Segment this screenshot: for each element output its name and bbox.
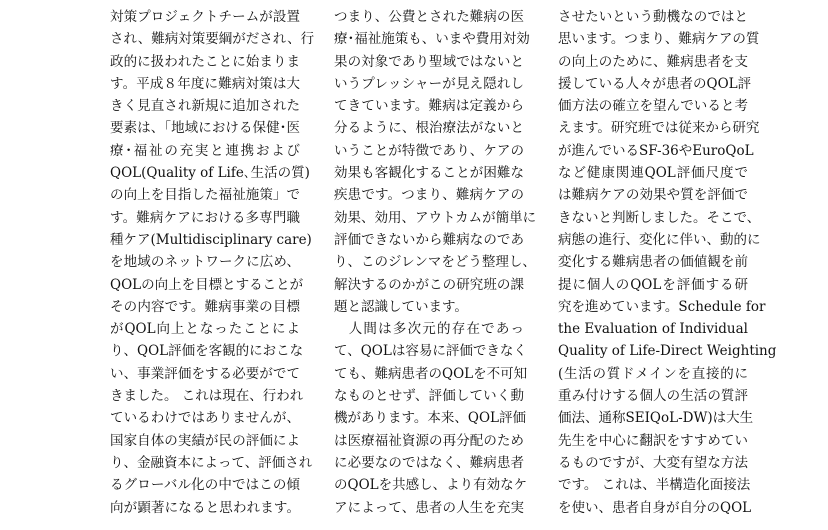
text-line: the Evaluation of Individual (558, 321, 748, 338)
text-line: 分るように、根治療法がないと (334, 120, 524, 137)
text-line: ているわけではありませんが、 (110, 410, 300, 427)
text-line: す。平成８年度に難病対策は大 (110, 75, 300, 92)
text-column-3 (558, 6, 777, 519)
text-line: 果の対象であり聖域ではないと (334, 53, 524, 70)
text-line: いうことが特徴であり、ケアの (334, 142, 524, 159)
text-line: 政的に扱われたことに始まりま (110, 53, 300, 70)
text-line: 人間は多次元的存在であっ (334, 321, 524, 338)
text-line: つまり、公費とされた難病の医 (334, 9, 524, 25)
text-line: り、このジレンマをどう整理し、 (334, 254, 536, 271)
text-line: がQOL向上となったことによ (110, 321, 300, 338)
text-line: に必要なのではなく、難病患者 (334, 454, 524, 471)
text-line: その内容です。難病事業の目標 (110, 298, 300, 315)
text-line: され、難病対策要綱がだされ、行 (110, 31, 315, 48)
text-line: です。 これは、半構造化面接法 (558, 477, 751, 494)
text-line: ても、難病患者のQOLを不可知 (334, 365, 528, 382)
text-line: 効果、効用、アウトカムが簡単に (334, 209, 537, 226)
text-line: Quality of Life-Direct Weighting (558, 343, 777, 360)
text-line: の向上を目指した福祉施策」で (110, 187, 300, 204)
text-column-1 (110, 6, 315, 519)
text-line: 解決するのかがこの研究班の課 (334, 276, 524, 293)
text-line: なものとせず、評価していく動 (334, 388, 524, 405)
text-line: を使い、患者自身が自分のQOL (558, 499, 752, 516)
text-line: は医療福祉資源の再分配のため (334, 432, 524, 449)
text-line: 対策プロジェクトチームが設置 (110, 9, 300, 25)
text-line: 評価できないから難病なのであ (334, 231, 524, 248)
text-line: り、金融資本によって、評価され (110, 454, 313, 471)
text-column-2 (334, 6, 537, 519)
text-line: 題と認識しています。 (334, 298, 468, 315)
text-line: い、事業評価をする必要がでて (110, 365, 300, 382)
text-line: など健康関連QOL評価尺度で (558, 165, 748, 182)
text-line: 種ケア(Multidisciplinary care) (110, 231, 312, 248)
text-line: が進んでいるSF-36やEuroQoL (558, 142, 754, 159)
text-line: 疾患です。つまり、難病ケアの (334, 187, 524, 204)
text-line: QOL(Quality of Life､生活の質) (110, 165, 310, 182)
text-line: 機があります。本来、QOL評価 (334, 410, 527, 427)
text-line: るグローバル化の中ではこの傾 (110, 477, 300, 494)
text-line: (生活の質ドメインを直接的に (558, 365, 748, 382)
text-line: の向上のために、難病患者を支 (558, 53, 748, 70)
text-line: 療･福祉の充実と連携および (110, 142, 300, 159)
text-line: 思います。つまり、難病ケアの質 (558, 31, 760, 48)
text-line: 効果も客観化することが困難な (334, 165, 524, 182)
text-line: す。難病ケアにおける多専門職 (110, 209, 300, 226)
text-line: るものですが、大変有望な方法 (558, 454, 748, 471)
text-line: させたいという動機なのではと (558, 9, 748, 25)
text-line: きました。 これは現在、行われ (110, 388, 304, 405)
text-line: て、QOLは容易に評価できなく (334, 343, 527, 360)
text-line: きないと判断しました。そこで、 (558, 209, 761, 226)
text-line: 援している人々が患者のQOL評 (558, 75, 752, 92)
text-line: り、QOL評価を客観的におこな (110, 343, 304, 360)
text-line: いうプレッシャーが見え隠れし (334, 75, 524, 92)
text-line: アによって、患者の人生を充実 (334, 499, 524, 516)
text-line: 価法、通称SEIQoL-DW)は大生 (558, 410, 754, 427)
text-line: は難病ケアの効果や質を評価で (558, 187, 748, 204)
text-line: 重み付けする個人の生活の質評 (558, 388, 748, 405)
text-line: 変化する難病患者の価値観を前 (558, 254, 748, 271)
text-line: きく見直され新規に追加された (110, 98, 300, 115)
text-line: えます。研究班では従来から研究 (558, 120, 760, 137)
text-line: を地域のネットワークに広め、 (110, 254, 300, 271)
text-line: のQOLを共感し、より有効なケ (334, 477, 528, 494)
text-line: 提に個人のQOLを評価する研 (558, 276, 748, 293)
text-line: 先生を中心に翻訳をすすめてい (558, 432, 748, 449)
text-line: QOLの向上を目標とすることが (110, 276, 304, 293)
text-line: 病態の進行、変化に伴い、動的に (558, 231, 761, 248)
text-line: 価方法の確立を望んでいると考 (558, 98, 748, 115)
text-line: 療･福祉施策も、いまや費用対効 (334, 31, 530, 48)
text-line: 向が顕著になると思われます。 (110, 499, 300, 516)
text-line: 国家自体の実績が民の評価によ (110, 432, 300, 449)
text-line: てきています。難病は定義から (334, 98, 524, 115)
text-line: 究を進めています。Schedule for (558, 298, 766, 315)
text-line: 要素は、「地域における保健･医 (110, 120, 300, 137)
